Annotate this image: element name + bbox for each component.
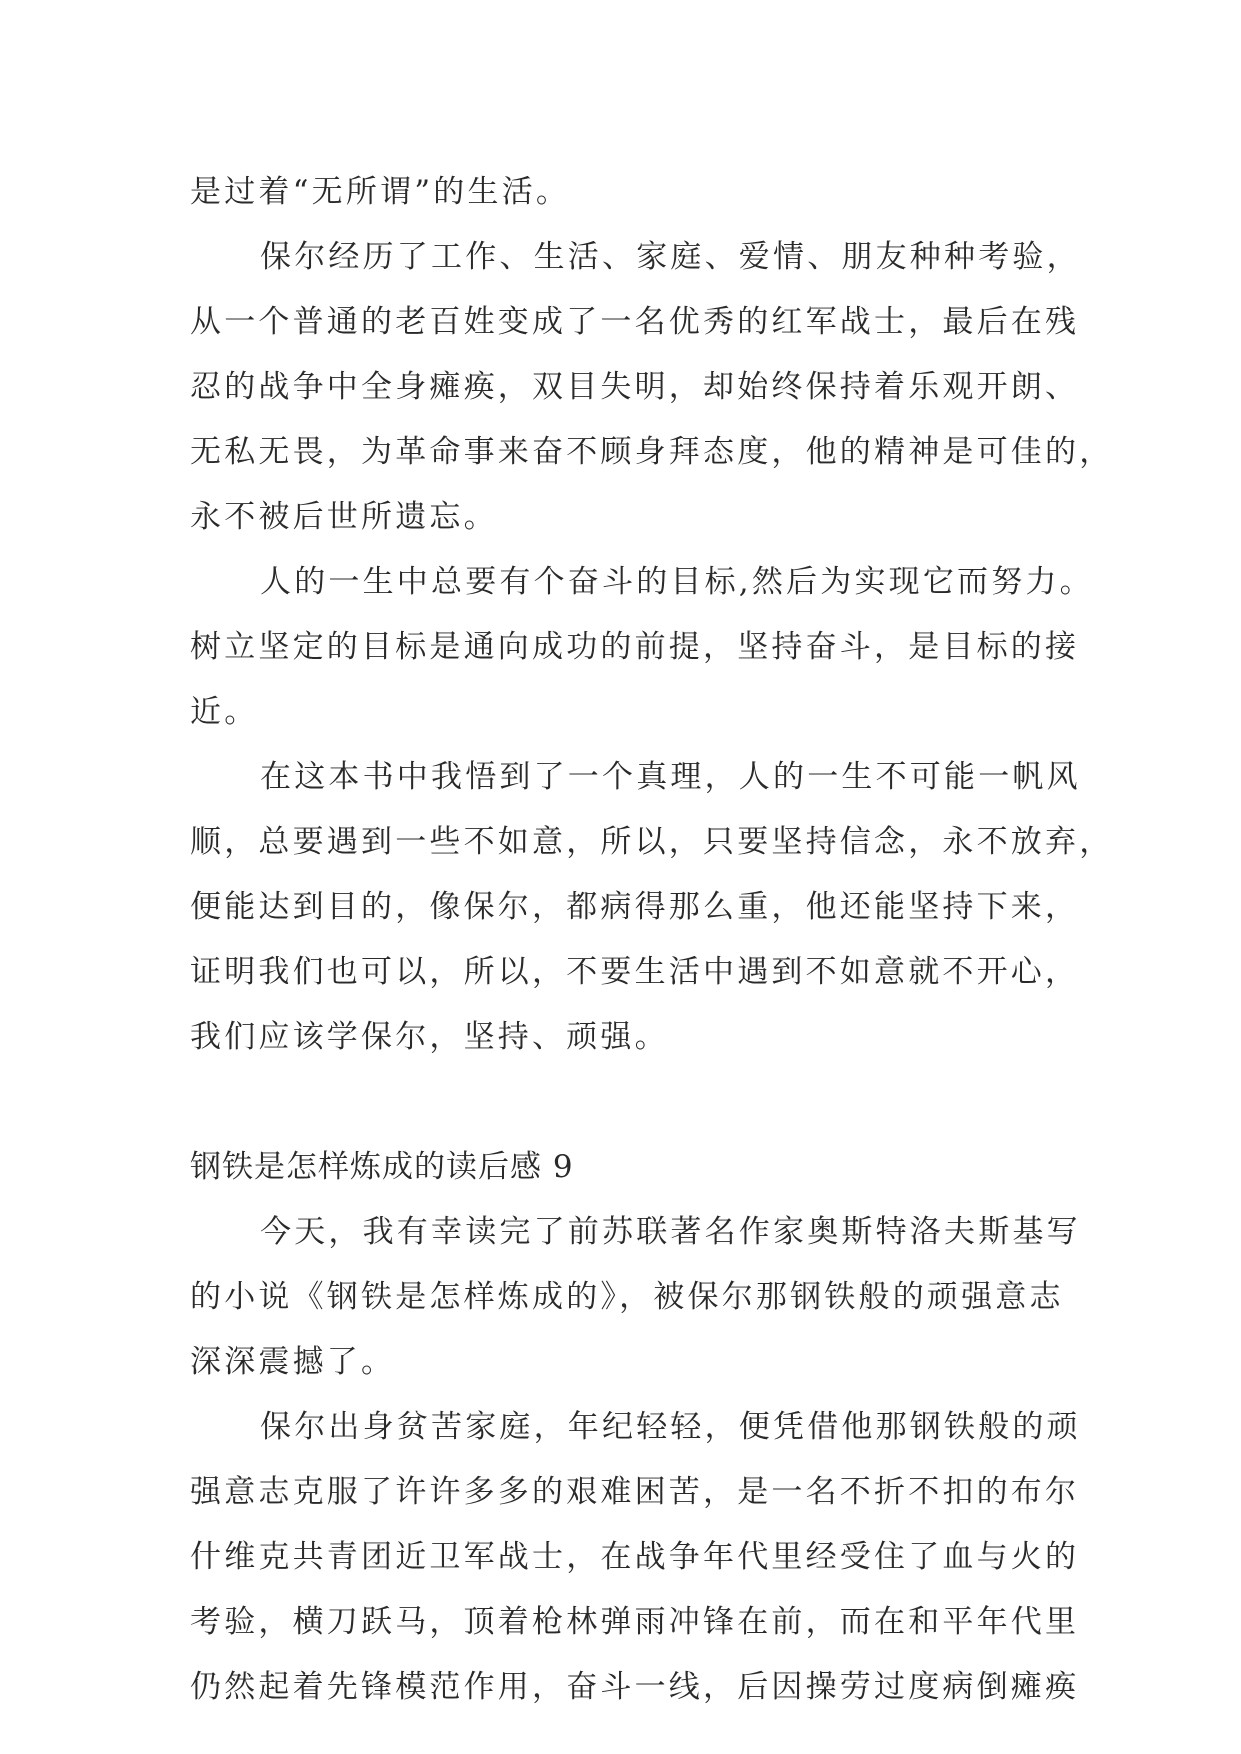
text-line: 永不被后世所遗忘。 [190,499,498,535]
paragraph-start: 今天，我有幸读完了前苏联著名作家奥斯特洛夫斯基写 [260,1214,1081,1250]
text-line: 的小说《钢铁是怎样炼成的》，被保尔那钢铁般的顽强意志 [190,1279,1064,1315]
text-line: 近。 [190,694,259,730]
text-line: 深深震撼了。 [190,1344,396,1380]
text-line: 仍然起着先锋模范作用，奋斗一线，后因操劳过度病倒瘫痪 [190,1669,1080,1705]
document-page [190,160,1114,1720]
text-line: 什维克共青团近卫军战士，在战争年代里经受住了血与火的 [190,1539,1080,1575]
text-line: 便能达到目的，像保尔，都病得那么重，他还能坚持下来， [190,889,1080,925]
section-gap [190,1070,1060,1135]
section-heading: 钢铁是怎样炼成的读后感 9 [190,1149,574,1185]
text-line: 是过着“无所谓”的生活。 [190,174,571,210]
text-line: 我们应该学保尔，坚持、顽强。 [190,1019,669,1055]
text-line: 从一个普通的老百姓变成了一名优秀的红军战士，最后在残 [190,304,1080,340]
paragraph-start: 人的一生中总要有个奋斗的目标,然后为实现它而努力。 [260,564,1094,600]
text-line: 证明我们也可以，所以，不要生活中遇到不如意就不开心， [190,954,1080,990]
paragraph-start: 在这本书中我悟到了一个真理，人的一生不可能一帆风 [260,759,1081,795]
text-line: 忍的战争中全身瘫痪，双目失明，却始终保持着乐观开朗、 [190,369,1080,405]
text-line: 顺，总要遇到一些不如意，所以，只要坚持信念，永不放弃， [190,824,1114,860]
text-line: 强意志克服了许许多多的艰难困苦，是一名不折不扣的布尔 [190,1474,1080,1510]
paragraph-start: 保尔经历了工作、生活、家庭、爱情、朋友种种考验， [260,239,1081,275]
paragraph-start: 保尔出身贫苦家庭，年纪轻轻，便凭借他那钢铁般的顽 [260,1409,1081,1445]
text-line: 树立坚定的目标是通向成功的前提，坚持奋斗，是目标的接 [190,629,1080,665]
text-line: 无私无畏，为革命事来奋不顾身拜态度，他的精神是可佳的， [190,434,1114,470]
text-line: 考验，横刀跃马，顶着枪林弹雨冲锋在前，而在和平年代里 [190,1604,1080,1640]
